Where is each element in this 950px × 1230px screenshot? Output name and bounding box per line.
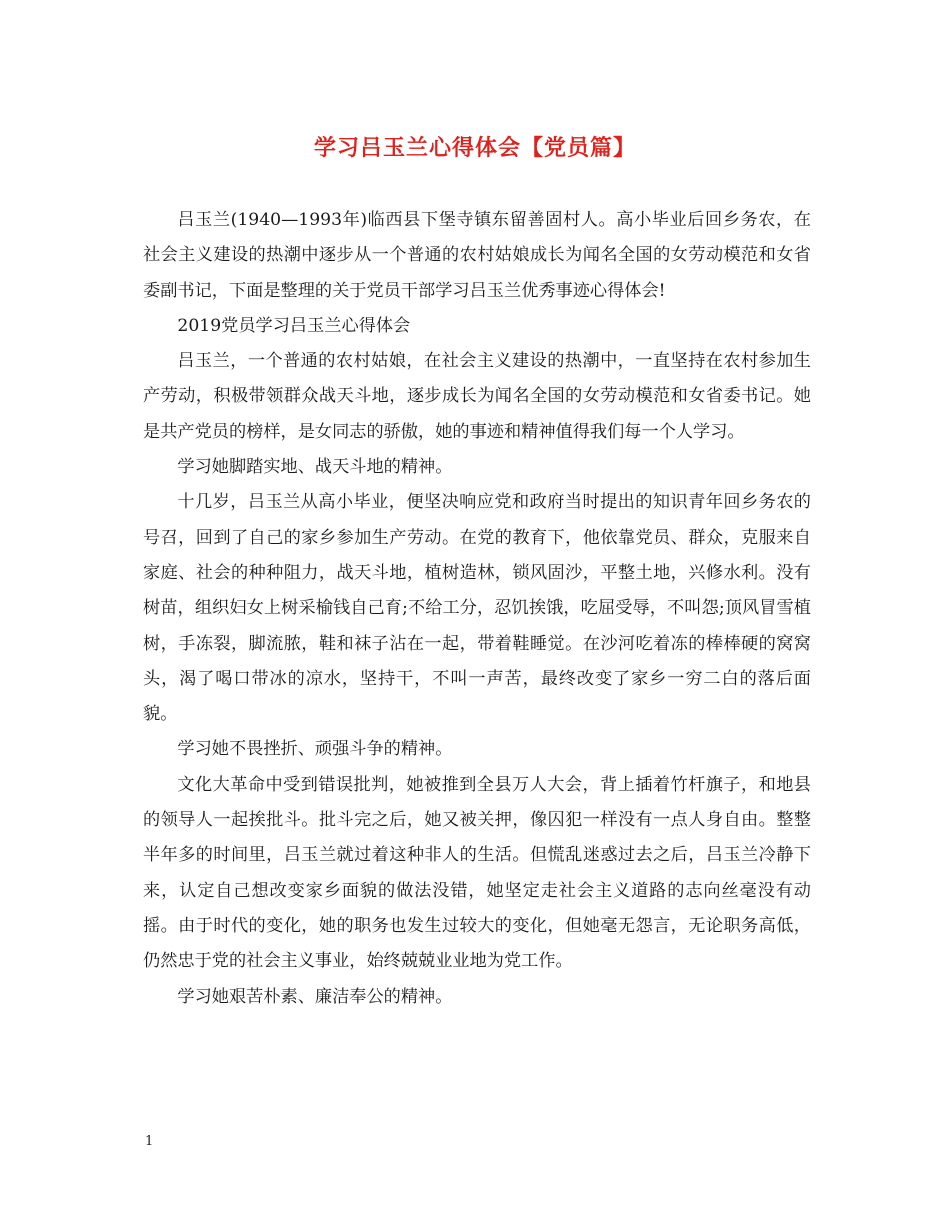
document-body	[143, 203, 811, 1015]
paragraph-section-2: 文化大革命中受到错误批判，她被推到全县万人大会，背上插着竹杆旗子，和地县的领导人一起挨批斗。批斗完之后，她又被关押，像囚犯一样没有一点人身自由。整整半年多的时间里，吕玉兰就过着这种非人的生活。但慌乱迷惑过去之后，吕玉兰冷静下来，认定自己想改变家乡面貌的做法没错，她坚定走社会主义道路的志向丝毫没有动摇。由于时代的变化，她的职务也发生过较大的变化，但她毫无怨言，无论职务高低，仍然忠于党的社会主义事业，始终兢兢业业地为党工作。	[143, 774, 811, 972]
paragraph-section-1: 十几岁，吕玉兰从高小毕业，便坚决响应党和政府当时提出的知识青年回乡务农的号召，回到了自己的家乡参加生产劳动。在党的教育下，他依靠党员、群众，克服来自家庭、社会的种种阻力，战天斗地，植树造林，锁风固沙，平整土地，兴修水利。没有树苗，组织妇女上树采榆钱自己育;不给工分，忍饥挨饿，吃屈受辱，不叫怨;顶风冒雪植树，手冻裂，脚流脓，鞋和袜子沾在一起，带着鞋睡觉。在沙河吃着冻的棒棒硬的窝窝头，渴了喝口带冰的凉水，坚持干，不叫一声苦，最终改变了家乡一穷二白的落后面貌。	[143, 492, 811, 725]
paragraph-intro: 吕玉兰(1940—1993年)临西县下堡寺镇东留善固村人。高小毕业后回乡务农，在社会主义建设的热潮中逐步从一个普通的农村姑娘成长为闻名全国的女劳动模范和女省委副书记，下面是整理的关于党员干部学习吕玉兰优秀事迹心得体会!	[143, 210, 811, 301]
section-heading-1: 学习她脚踏实地、战天斗地的精神。	[177, 457, 453, 478]
page-number: 1	[145, 1134, 154, 1149]
paragraph-overview: 吕玉兰，一个普通的农村姑娘，在社会主义建设的热潮中，一直坚持在农村参加生产劳动，积极带领群众战天斗地，逐步成长为闻名全国的女劳动模范和女省委书记。她是共产党员的榜样，是女同志的骄傲，她的事迹和精神值得我们每一个人学习。	[143, 351, 811, 442]
section-heading-3: 学习她艰苦朴素、廉洁奉公的精神。	[177, 986, 453, 1007]
paragraph-subtitle: 2019党员学习吕玉兰心得体会	[177, 315, 411, 336]
document-title: 学习吕玉兰心得体会【党员篇】	[313, 135, 636, 161]
section-heading-2: 学习她不畏挫折、顽强斗争的精神。	[177, 739, 453, 760]
